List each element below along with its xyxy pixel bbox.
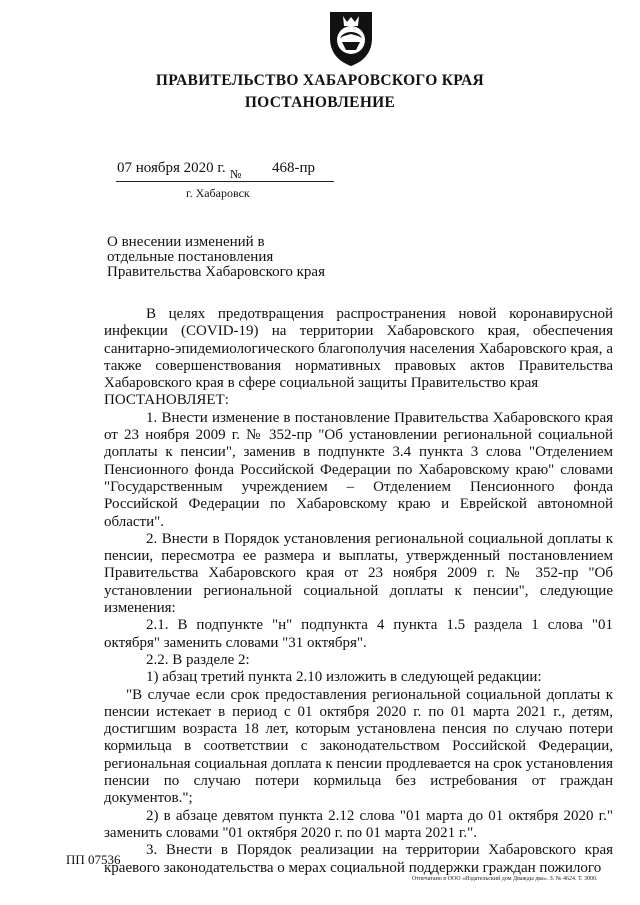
decree-word: ПОСТАНОВЛЯЕТ:	[104, 392, 229, 409]
paragraph-2: 2. Внести в Порядок установления региональной социальной доплаты к пенсии, пересмотра ее размера и выплаты, утвержденный постановлением Правительства Хабаровского края от 23 ноября 2009 г. № 352-пр "Об установлении региональной социальной доплаты к пенсии", следующие изменения:	[104, 530, 613, 617]
government-title: ПРАВИТЕЛЬСТВО ХАБАРОВСКОГО КРАЯ	[155, 72, 485, 89]
number-sign: №	[230, 167, 242, 181]
document-number: 468-пр	[272, 160, 316, 176]
document-type-title: ПОСТАНОВЛЕНИЕ	[244, 94, 396, 111]
paragraph-3: 3. Внести в Порядок реализации на территории Хабаровского края краевого законодательства о мерах социальной поддержки граждан пожилого	[104, 842, 613, 876]
document-body	[104, 306, 613, 877]
document-city: г. Хабаровск	[186, 186, 250, 200]
footer-code: ПП 07536	[66, 852, 121, 867]
preamble-paragraph: В целях предотвращения распространения новой коронавирусной инфекции (COVID-19) на территории Хабаровского края, обеспечения санитарно-эпидемиологического благополучия населения Хабаровского края, а также совершенствования нормативных правовых актов Правительства Хабаровского края в сфере социальной защиты Правительство края	[104, 306, 613, 392]
printer-note: Отпечатано в ООО «Издательский дом Дважды два». З. № 4624. Т. 3000.	[412, 876, 598, 882]
coat-of-arms-emblem	[326, 8, 376, 68]
date-underline	[116, 181, 334, 182]
paragraph-1: 1. Внести изменение в постановление Правительства Хабаровского края от 23 ноября 2009 г. № 352-пр "Об установлении региональной социальной доплаты к пенсии", заменив в подпункте 3.4 пункта 3 слова "Отделением Пенсионного фонда Российской Федерации по Хабаровскому краю" словами "Государственным учреждением – Отделением Пенсионного фонда Российской Федерации по Хабаровскому краю и Еврейской автономной области".	[104, 409, 613, 530]
paragraph-2-2-item-2: 2) в абзаце девятом пункта 2.12 слова "01 марта до 01 октября 2020 г." заменить словами "01 октября 2020 г. по 01 марта 2021 г.".	[104, 807, 613, 841]
paragraph-2-2-item-1: 1) абзац третий пункта 2.10 изложить в следующей редакции:	[146, 669, 542, 686]
paragraph-2-2: 2.2. В разделе 2:	[146, 651, 250, 668]
quoted-text: "В случае если срок предоставления региональной социальной доплаты к пенсии истекает в период с 01 октября 2020 г. по 01 марта 2021 г., детям, достигшим возраста 18 лет, которым установлена пенсия по случаю потери кормильца в соответствии с законодательством Российской Федерации, региональная социальная доплата к пенсии продлевается на срок установления пенсии по случаю потери кормильца без истребования от граждан документов.";	[104, 686, 613, 807]
document-subject: О внесении изменений в отдельные постановления Правительства Хабаровского края	[107, 234, 325, 280]
document-date: 07 ноября 2020 г.	[117, 160, 226, 176]
paragraph-2-1: 2.1. В подпункте "н" подпункта 4 пункта 1.5 раздела 1 слова "01 октября" заменить словами "31 октября".	[104, 617, 613, 651]
